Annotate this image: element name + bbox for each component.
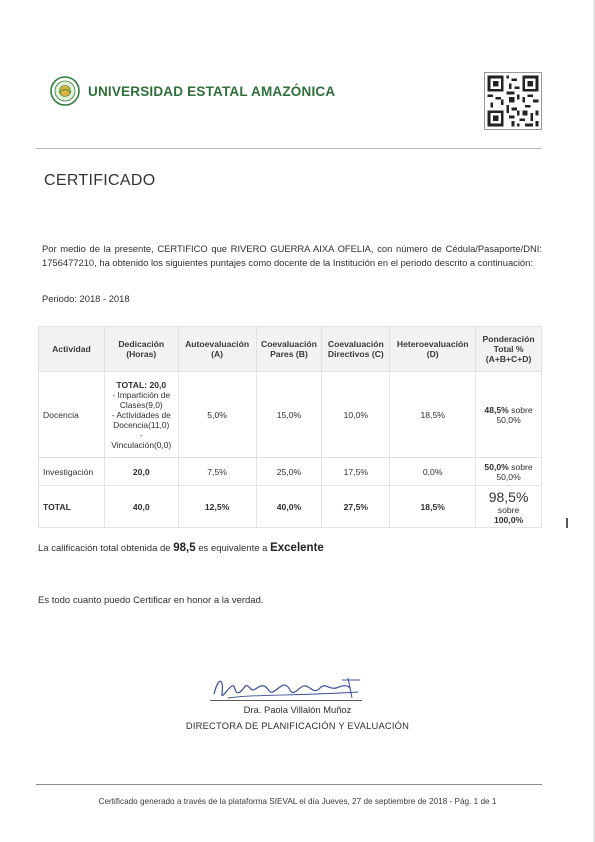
footer-divider [36, 784, 542, 785]
period-text: Periodo: 2018 - 2018 [42, 293, 130, 304]
cell-ponderacion [476, 372, 542, 458]
dedicacion-total: TOTAL: 20,0 [116, 379, 167, 390]
header-heteroevaluacion: Heteroevaluación (D) [390, 327, 476, 372]
qr-code-icon [484, 72, 542, 130]
dedicacion-detail: Vinculación(0,0) [111, 439, 172, 450]
ponderacion-sobre: sobre [508, 404, 533, 415]
header-coevaluacion-directivos: Coevaluación Directivos (C) [322, 327, 390, 372]
cell-b: 15,0% [256, 372, 322, 458]
cell-a: 5,0% [178, 372, 256, 458]
cell-d: 0,0% [390, 458, 476, 486]
cell-b: 25,0% [256, 458, 322, 486]
table-row-total [39, 486, 542, 528]
cell-a: 7,5% [178, 458, 256, 486]
evaluation-table [38, 326, 542, 528]
table-row [39, 458, 542, 486]
document-title: CERTIFICADO [44, 172, 156, 189]
cell-a: 12,5% [178, 486, 256, 528]
header-ponderacion: Ponderación Total % (A+B+C+D) [476, 327, 542, 372]
signatory-name: Dra. Paola Villalón Muñoz [243, 704, 352, 715]
header-autoevaluacion: Autoevaluación (A) [178, 327, 256, 372]
dedicacion-detail: - [139, 429, 143, 440]
cell-actividad: TOTAL [39, 486, 105, 528]
header-divider [36, 148, 542, 149]
header-actividad: Actividad [39, 327, 105, 372]
table-row [39, 372, 542, 458]
dedicacion-detail: - Actividades de Docencia(11,0) [111, 409, 171, 430]
handwritten-signature [208, 668, 368, 708]
result-grade: Excelente [270, 542, 324, 554]
ponderacion-value: 98,5% [488, 488, 529, 505]
result-middle: es equivalente a [195, 543, 271, 554]
table-header-row [39, 327, 542, 372]
cell-actividad: Investigación [39, 458, 105, 486]
university-name: UNIVERSIDAD ESTATAL AMAZÓNICA [88, 84, 336, 99]
header-dedicacion: Dedicación (Horas) [104, 327, 178, 372]
result-score: 98,5 [173, 542, 196, 554]
cell-dedicacion: 40,0 [104, 486, 178, 528]
cell-ponderacion [476, 486, 542, 528]
ponderacion-value: 48,5% [484, 404, 509, 415]
cell-dedicacion [104, 372, 178, 458]
ponderacion-sobre: sobre [497, 504, 520, 515]
cell-d: 18,5% [390, 372, 476, 458]
cell-c: 17,5% [322, 458, 390, 486]
header [48, 72, 548, 132]
scan-mark [566, 518, 568, 528]
ponderacion-max: 50,0% [496, 471, 521, 482]
cell-dedicacion: 20,0 [104, 458, 178, 486]
cell-ponderacion [476, 458, 542, 486]
university-seal-icon [50, 76, 80, 106]
header-coevaluacion-pares: Coevaluación Pares (B) [256, 327, 322, 372]
cell-c: 10,0% [322, 372, 390, 458]
ponderacion-value: 50,0% [484, 461, 509, 472]
ponderacion-sobre: sobre [508, 461, 533, 472]
intro-paragraph: Por medio de la presente, CERTIFICO que RIVERO GUERRA AIXA OFELIA, con número de Cédula/Pasaporte/DNI: 1756477210, ha obtenido los siguientes puntajes como docente de la Institución en el periodo descrito a continuación: [42, 243, 542, 268]
ponderacion-max: 50,0% [496, 414, 521, 425]
cell-d: 18,5% [390, 486, 476, 528]
footer-text: Certificado generado a través de la plataforma SIEVAL el día Jueves, 27 de septiembre de 2018 - Pág. 1 de 1 [98, 797, 497, 806]
cell-c: 27,5% [322, 486, 390, 528]
result-prefix: La calificación total obtenida de [38, 543, 174, 554]
ponderacion-max: 100,0% [493, 514, 524, 525]
signatory-role: DIRECTORA DE PLANIFICACIÓN Y EVALUACIÓN [185, 720, 410, 731]
cell-b: 40,0% [256, 486, 322, 528]
signature-line [210, 700, 362, 701]
cell-actividad: Docencia [39, 372, 105, 458]
closing-statement: Es todo cuanto puedo Certificar en honor a la verdad. [38, 595, 264, 606]
result-statement [38, 542, 324, 554]
dedicacion-detail: - Impartición de Clases(9,0) [112, 389, 171, 410]
